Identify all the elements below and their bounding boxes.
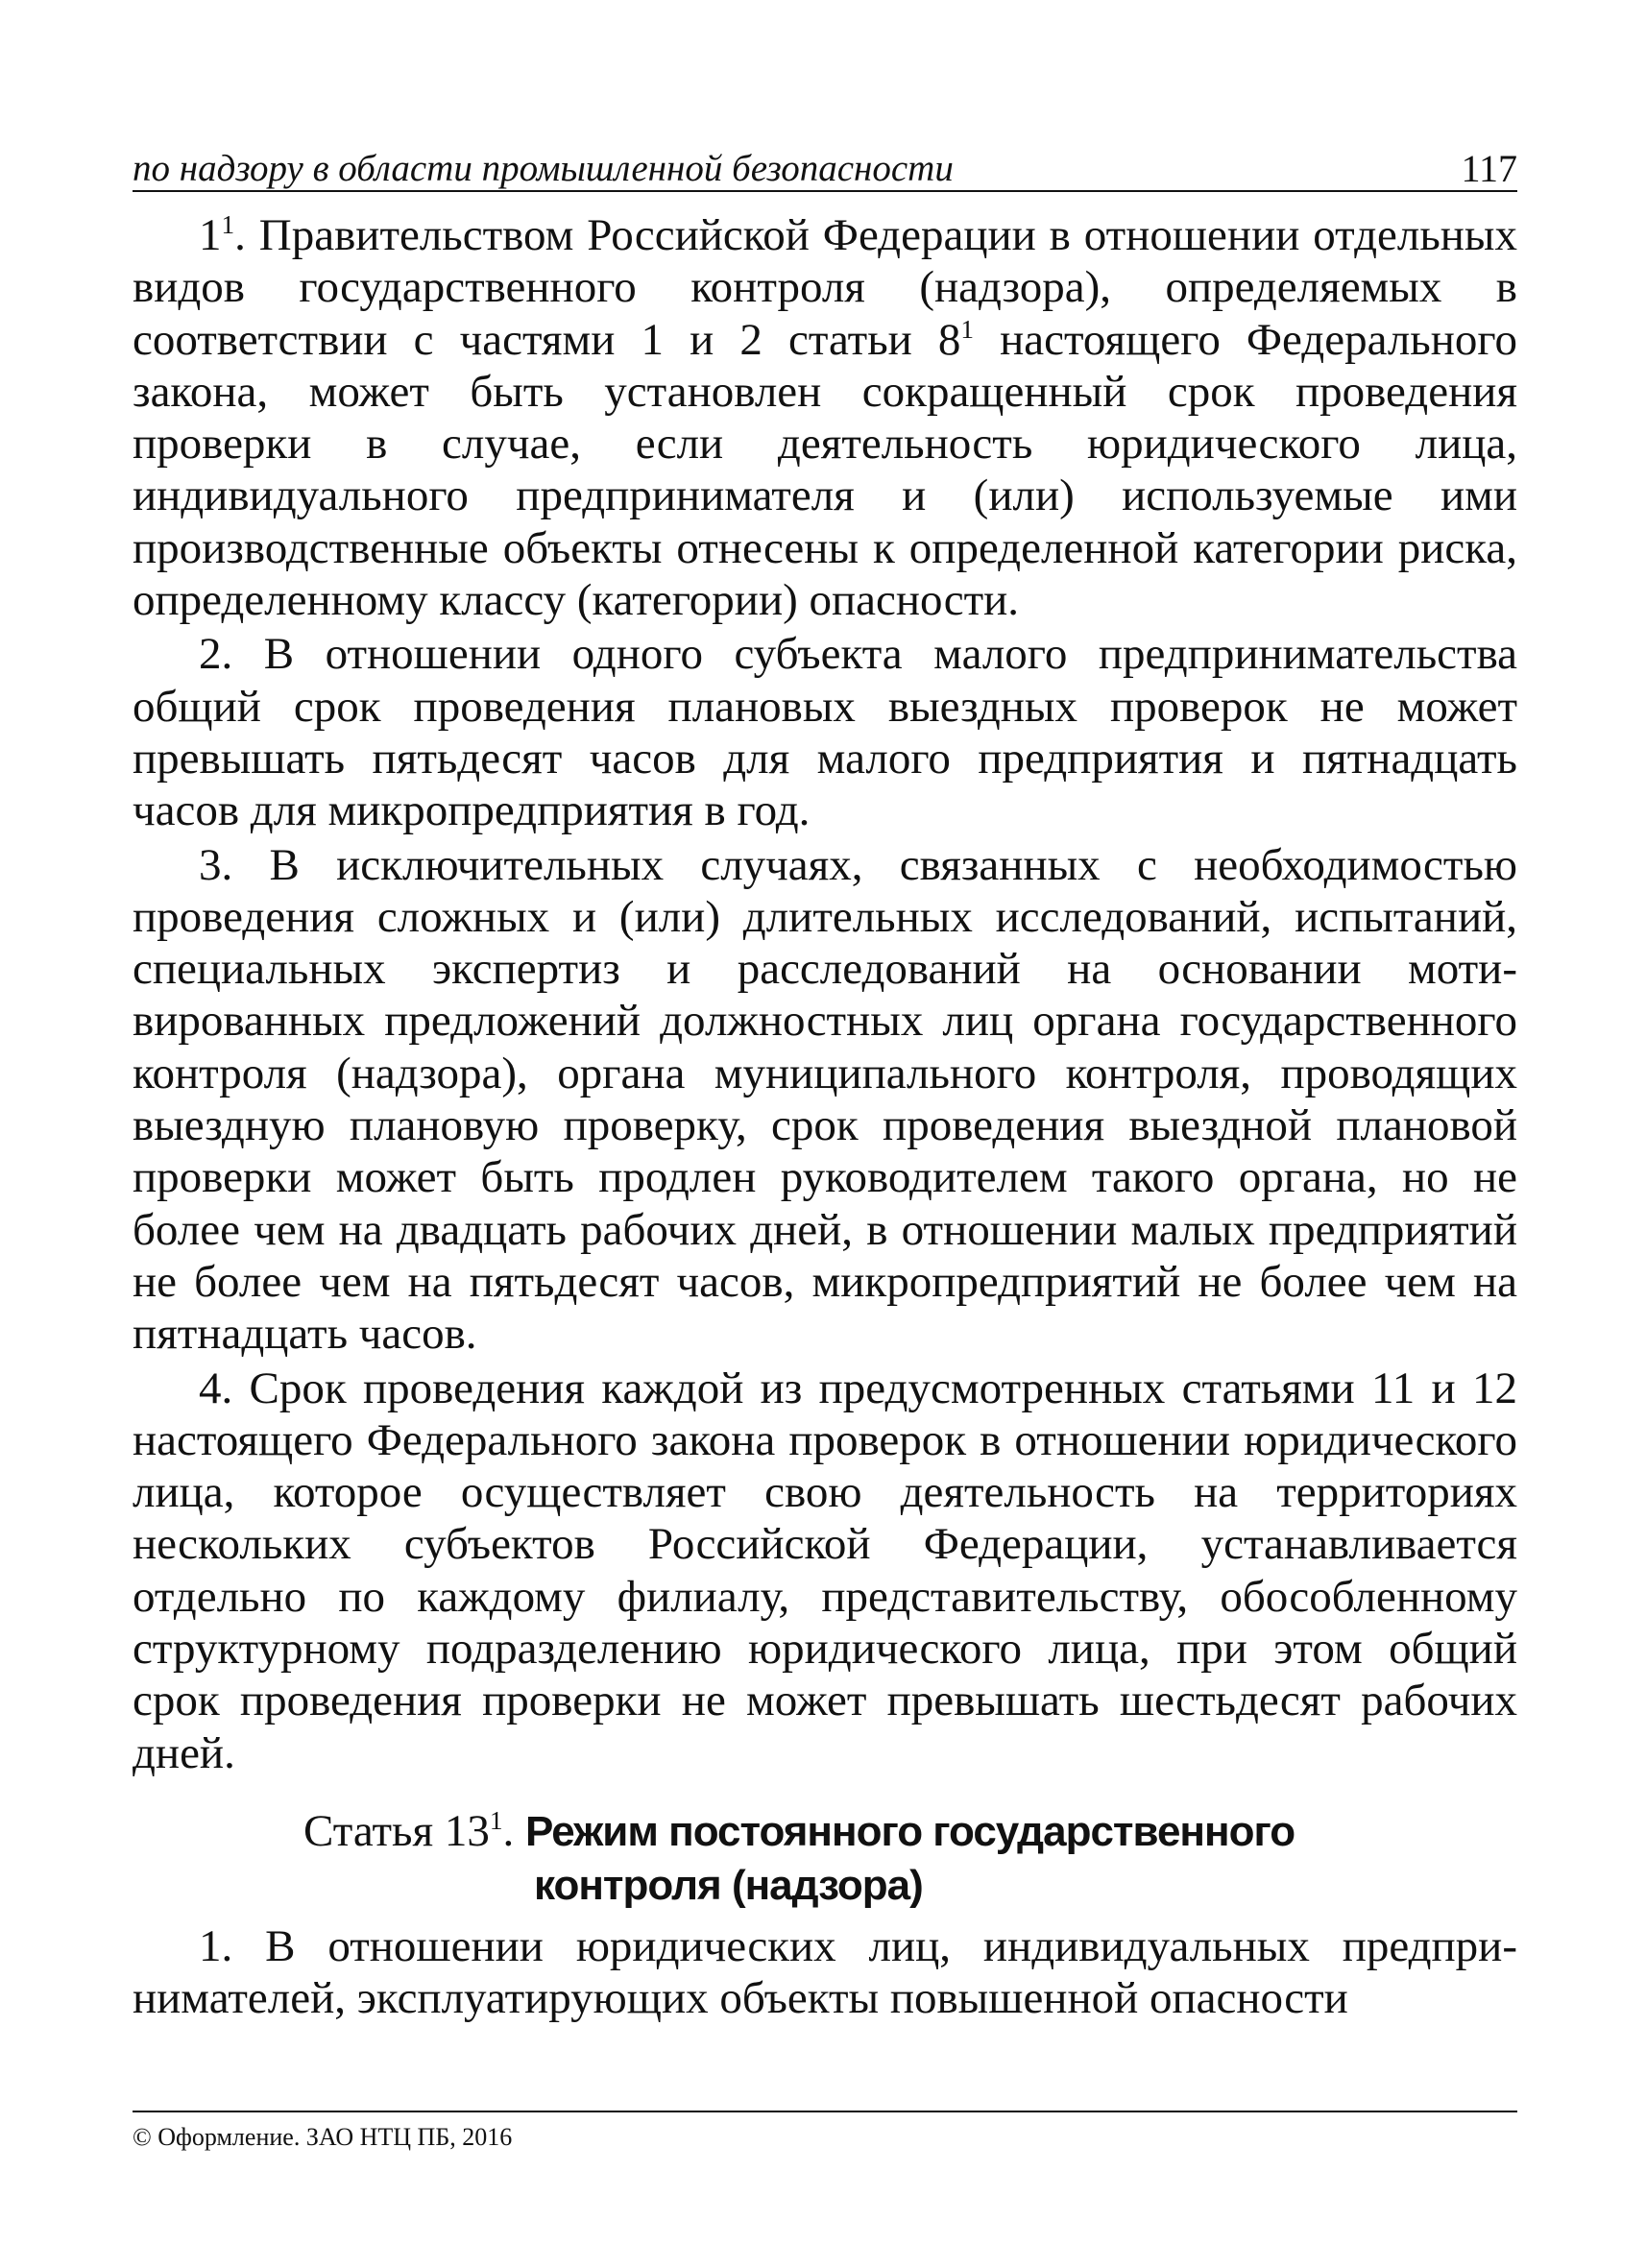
footer-rule: [133, 2111, 1517, 2112]
superscript: 1: [960, 314, 975, 344]
article-superscript: 1: [489, 1806, 503, 1836]
page-number: 117: [1461, 147, 1517, 190]
copyright-footer: © Оформление. ЗАО НТЦ ПБ, 2016: [133, 2123, 513, 2151]
paragraph-1-1: [133, 209, 1517, 626]
article-separator: .: [502, 1805, 525, 1856]
paragraph-number: 1: [199, 210, 222, 260]
article-heading-line-1: [133, 1804, 1517, 1859]
page-body: [133, 209, 1517, 2025]
running-title: по надзору в области промышленной безопасности: [133, 148, 954, 189]
paragraph-4: 4. Срок проведения каждой из предусмотренных статьями 11 и 12 настоящего Федерального закона проверок в отношении юридического лица, которое осуществляет свою деятельность на территориях нескольких субъектов Российской Федерации, устанавливается отдельно по каждому филиалу, представительству, обособленному структурному подразделению юридического лица, при этом общий срок проведения проверки не может превышать шестьдесят рабочих дней.: [133, 1363, 1517, 1778]
article-title-part-1: Режим постоянного государственного: [524, 1807, 1295, 1855]
article-heading: [133, 1804, 1517, 1913]
paragraph-text: настоящего Федерального закона, может быть установлен сокращенный срок проведения проверки в случае, если деятельность юридического лица, индивидуального предпринимателя и (или) используемые ими производственные объекты отнесены к определенной категории риска, определенному классу (категории) опасности.: [133, 314, 1517, 626]
superscript: 1: [221, 210, 235, 240]
paragraph-2: 2. В отношении одного субъекта малого предпринимательства общий срок проведения плановых выездных проверок не может превышать пятьдесят часов для малого предприятия и пятнадцать часов для микропредприятия в год.: [133, 629, 1517, 836]
paragraph-3: 3. В исключительных случаях, связанных с необходимостью проведения сложных и (или) длительных исследований, испытаний, специальных экспертиз и расследований на основании мотивированных предложений должностных лиц органа государственного контроля (надзора), органа муниципального контроля, проводящих выездную плановую проверку, срок проведения выездной плановой проверки может быть продлен руководителем такого органа, но не более чем на двадцать рабочих дней, в отношении малых предприятий не более чем на пятьдесят часов, микропредприятий не более чем на пятнадцать часов.: [133, 839, 1517, 1360]
article-label: Статья 13: [303, 1805, 490, 1856]
paragraph-text: . Правительством Российской Федерации в отношении отдельных видов государственного контроля (надзора), определяемых в соответствии с частями 1 и 2 статьи 8: [133, 210, 1517, 365]
article-paragraph-1: 1. В отношении юридических лиц, индивидуальных предпринимателей, эксплуатирующих объекты повышенной опасности: [133, 1920, 1517, 2024]
running-head: [133, 144, 1517, 192]
article-title-part-2: контроля (надзора): [534, 1861, 923, 1909]
